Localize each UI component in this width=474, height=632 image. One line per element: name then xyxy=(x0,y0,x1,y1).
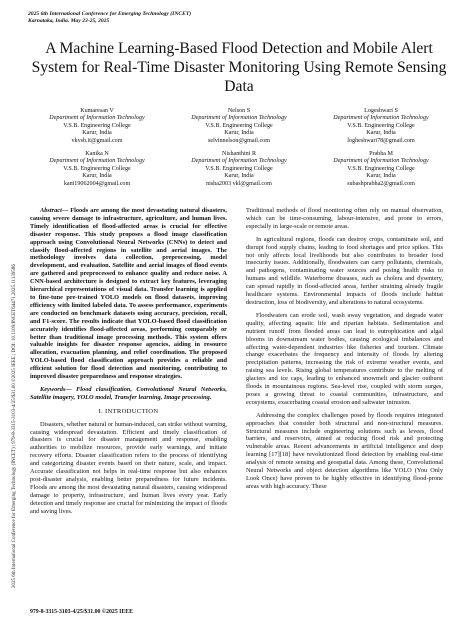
author-location: Karur, India xyxy=(366,130,396,137)
keywords xyxy=(30,386,227,402)
author-card xyxy=(30,108,164,145)
author-email[interactable]: logheshwari78@gmail.com xyxy=(347,137,415,144)
author-name: Kumaresan V xyxy=(80,108,114,114)
author-department: Department of Information Technology xyxy=(191,158,287,165)
conference-header-line2: Karnataka, India. May 23-25, 2025 xyxy=(28,18,110,24)
author-name: Kanika N xyxy=(85,151,109,158)
author-email[interactable]: selvinnelson@gmail.com xyxy=(208,137,270,144)
keywords-label: Keywords— xyxy=(40,385,72,393)
author-block xyxy=(30,108,448,194)
author-location: Karur, India xyxy=(224,173,254,180)
side-identifier: 2025 6th International Conference for Emerging Technology (INCET) | 979-8-3315-3103-4/25/$31.00 ©2025 IEEE | DOI: 10.1109/INCET64471.2025.11139586 xyxy=(12,264,17,588)
author-department: Department of Information Technology xyxy=(191,115,287,122)
author-email[interactable]: subashprabha2@gmail.com xyxy=(347,180,415,187)
author-card xyxy=(30,151,164,188)
author-location: Karur, India xyxy=(366,173,396,180)
author-card xyxy=(172,108,306,145)
author-organization: V.S.B. Engineering College xyxy=(347,122,415,129)
author-organization: V.S.B. Engineering College xyxy=(63,122,131,129)
author-row xyxy=(30,151,448,188)
author-location: Karur, India xyxy=(224,130,254,137)
conference-header-line1: 2025 6th International Conference for Emerging Technology (INCET) xyxy=(28,11,192,17)
author-email[interactable]: kani19062004@gmail.com xyxy=(63,180,131,187)
keywords-text: Flood classification, Convolutional Neural Networks, Satellite imagery, YOLO model, Transfer learning, Image processing. xyxy=(30,385,227,401)
author-name: Nishanthini R xyxy=(221,151,257,158)
author-name: Prabha M xyxy=(369,151,393,158)
author-location: Karur, India xyxy=(82,173,112,180)
author-name: Logeshwari S xyxy=(364,108,398,114)
author-card xyxy=(172,151,306,188)
left-column xyxy=(30,207,227,521)
author-department: Department of Information Technology xyxy=(49,115,145,122)
author-organization: V.S.B. Engineering College xyxy=(63,165,131,172)
author-card xyxy=(314,108,448,145)
author-organization: V.S.B. Engineering College xyxy=(205,165,273,172)
author-department: Department of Information Technology xyxy=(333,115,429,122)
copyright-footer: 979-8-3315-3103-4/25/$31.00 ©2025 IEEE xyxy=(30,609,134,615)
author-organization: V.S.B. Engineering College xyxy=(347,165,415,172)
right-column xyxy=(246,207,443,496)
abstract xyxy=(30,207,227,381)
body-paragraph: In agricultural regions, floods can destroy crops, contaminate soil, and disrupt food supply chains, leading to food shortages and price spikes. This not only affects local livelihoods but also contributes to broader food insecurity issues. Additionally, floodwaters can carry pollutants, chemicals, and pathogens, contaminating water sources and posing health risks to humans and wildlife. Waterborne diseases, such as cholera and dysentery, can spread rapidly in flood-affected areas, further straining already fragile healthcare systems. Environmental impacts of floods include habitat destruction, loss of biodiversity, and alterations to natural ecosystems. xyxy=(246,235,443,306)
author-card xyxy=(314,151,448,188)
author-email[interactable]: nisha2003 vkl@gmail.com xyxy=(206,180,272,187)
body-paragraph: Addressing the complex challenges posed by floods requires integrated approaches that consider both structural and non-structural measures. Structural measures include engineering solutions such as levees, flood barriers, and reservoirs, aimed at reducing flood risk and protecting vulnerable areas. Recent advancements in artificial intelligence and deep learning [17][18] have revolutionized flood detection by enabling real-time analysis of remote sensing and geospatial data. Among these, Convolutional Neural Networks and object detection algorithms like YOLO (You Only Look Once) have proven to be highly effective in identifying flood-prone areas with high accuracy. These xyxy=(246,411,443,490)
body-paragraph: Traditional methods of flood monitoring often rely on manual observation, which can be time-consuming, labour-intensive, and prone to errors, especially in large-scale or remote areas. xyxy=(246,207,443,230)
author-department: Department of Information Technology xyxy=(49,158,145,165)
author-row xyxy=(30,108,448,145)
paper-title: A Machine Learning-Based Flood Detection and Mobile Alert System for Real-Time Disaster Monitoring Using Remote Sensing Data xyxy=(31,40,447,95)
section-heading: I. INTRODUCTION xyxy=(98,407,159,415)
author-department: Department of Information Technology xyxy=(333,158,429,165)
author-location: Karur, India xyxy=(82,130,112,137)
author-name: Nelson S xyxy=(227,108,251,114)
intro-paragraph: Disasters, whether natural or human-induced, can strike without warning, causing widespread devastation. Efficient and timely classification of disasters is crucial for disaster management and response, enabling authorities to mobilize resources, provide early warnings, and initiate recovery efforts. Disaster classification refers to the process of identifying and categorizing disaster events based on their nature, scale, and impact. Accurate classification not helps in real-time response but also enhances post-disaster analysis, enabling better preparedness for future incidents. Floods are among the most devastating natural disasters, causing widespread damage to property, infrastructure, and human lives every year. Early detection and timely response are crucial for minimizing the impact of floods and saving lives. xyxy=(30,420,227,515)
author-organization: V.S.B. Engineering College xyxy=(205,122,273,129)
abstract-label: Abstract— xyxy=(40,207,69,214)
body-paragraph: Floodwaters can erode soil, wash away vegetation, and degrade water quality, affecting aquatic life and riparian habitats. Sedimentation and nutrient runoff from flooded areas can lead to eutrophication and algal blooms in downstream water bodies, causing ecological imbalances and affecting water-dependent industries like fisheries and tourism. Climate change exacerbates the frequency and intensity of floods by altering precipitation patterns, increasing the risk of extreme weather events, and raising sea levels. Rising global temperatures contribute to the melting of glaciers and ice caps, leading to enhanced snowmelt and glacier outburst floods in mountainous regions. Sea-level rise, coupled with storm surges, poses a growing threat to coastal communities, infrastructure, and ecosystems, exacerbating coastal erosion and saltwater intrusion. xyxy=(246,311,443,406)
author-email[interactable]: vkvsb.it@gmail.com xyxy=(71,137,123,144)
conference-header xyxy=(28,11,328,25)
abstract-text: Floods are among the most devastating natural disasters, causing severe damage to infrastructure, agriculture, and human lives. Timely identification of flood-affected areas is crucial for effective disaster response. This study proposes a flood image classification approach using Convolutional Neural Networks (CNNs) to detect and classify flood-affected regions in satellite and aerial images. The methodology involves data collection, preprocessing, model development, and evaluation. Satellite and aerial images of flood events are gathered and preprocessed to enhance quality and reduce noise. A CNN-based architecture is designed to extract key features, leveraging hierarchical representations of visual data. Transfer learning is applied to fine-tune pre-trained YOLO models on flood datasets, improving efficiency with limited labeled data. To assess performance, experiments are conducted on benchmark datasets using accuracy, precision, recall, and F1-score. The results indicate that YOLO-based flood classification accurately identifies flood-affected areas, performing comparably or better than traditional image processing methods. This system offers valuable insights for disaster response agencies, aiding in resource allocation, evacuation planning, and relief coordination. The proposed YOLO-based flood classification approach provides a reliable and efficient solution for flood detection and monitoring, contributing to improved disaster preparedness and response strategies. xyxy=(30,207,227,381)
